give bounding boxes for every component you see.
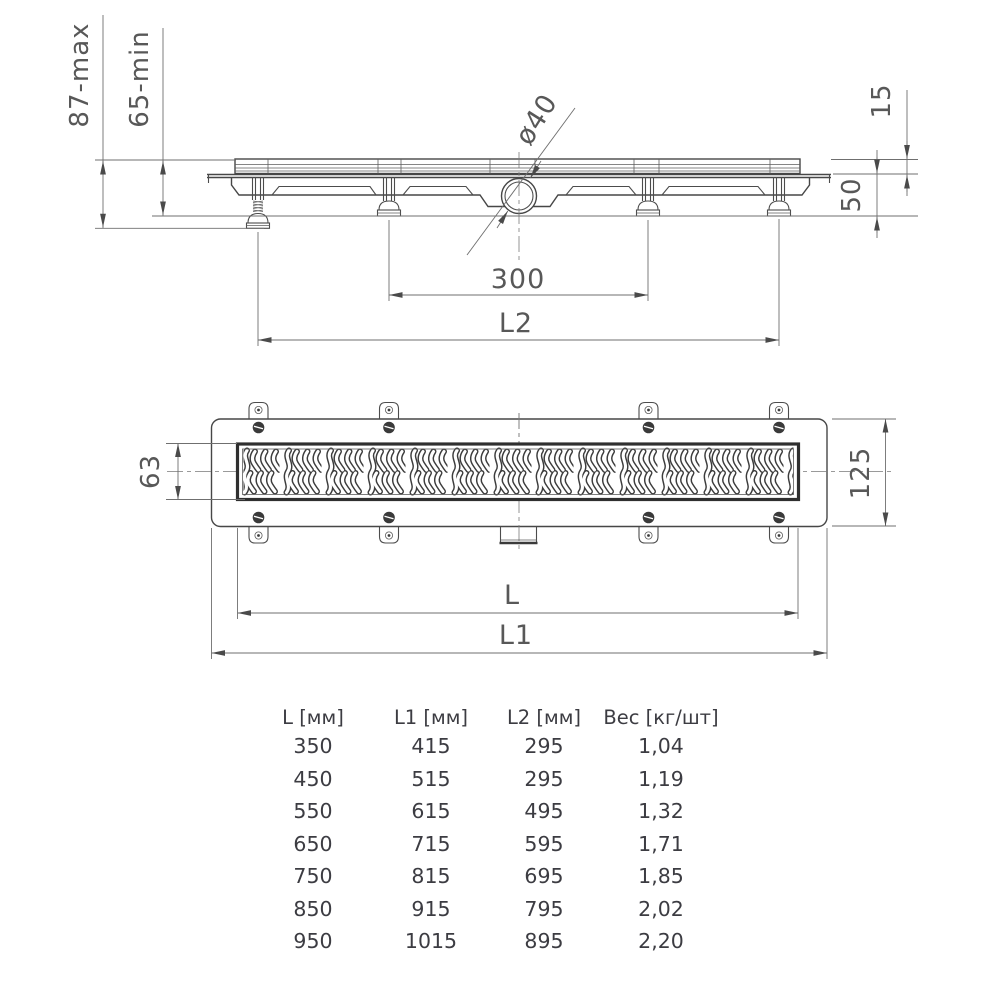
size-table-row bbox=[250, 893, 720, 926]
size-table-row bbox=[250, 730, 720, 763]
dim-install-depth bbox=[837, 150, 877, 238]
size-table-cell: 595 bbox=[524, 831, 564, 856]
col-header-l1: L1 [мм] bbox=[393, 705, 469, 729]
dim-outlet-diameter bbox=[467, 88, 575, 255]
dim-label-outlet-span: 300 bbox=[490, 264, 546, 295]
col-header-weight: Вес [кг/шт] bbox=[603, 705, 719, 729]
size-table-cell: 750 bbox=[293, 864, 333, 889]
size-table-cell: 495 bbox=[524, 799, 564, 824]
size-table-header-row bbox=[250, 704, 720, 730]
grate bbox=[238, 444, 799, 500]
dim-label-body-width: 125 bbox=[846, 446, 876, 500]
dim-label-l2: L2 bbox=[498, 308, 534, 339]
col-header-l: L [мм] bbox=[282, 705, 344, 729]
dim-label-body-length: L1 bbox=[498, 620, 534, 651]
size-table-cell: 295 bbox=[524, 766, 564, 791]
size-table-row bbox=[250, 860, 720, 893]
dim-label-grate-width: 63 bbox=[136, 453, 166, 490]
dim-height-max bbox=[65, 15, 264, 228]
size-table-cell: 895 bbox=[524, 929, 564, 954]
size-table-cell: 1,04 bbox=[638, 734, 684, 759]
size-table-cell: 695 bbox=[524, 864, 564, 889]
dim-label-grate-length: L bbox=[503, 580, 521, 611]
side-feet-retracted bbox=[378, 178, 791, 217]
dim-label-height-max: 87-max bbox=[65, 22, 95, 128]
size-table-cell: 350 bbox=[293, 734, 333, 759]
size-table-cell: 915 bbox=[411, 896, 451, 921]
size-table-cell: 1,19 bbox=[638, 766, 684, 791]
size-table-cell: 1015 bbox=[404, 929, 458, 954]
size-table-cell: 415 bbox=[411, 734, 451, 759]
size-table-row bbox=[250, 925, 720, 958]
size-table-cell: 1,32 bbox=[638, 799, 684, 824]
size-table-cell: 550 bbox=[293, 799, 333, 824]
size-table-row bbox=[250, 763, 720, 796]
dim-outlet-span bbox=[389, 220, 648, 301]
side-view bbox=[65, 15, 918, 346]
size-table-cell: 1,71 bbox=[638, 831, 684, 856]
size-table-cell: 515 bbox=[411, 766, 451, 791]
size-table-cell: 815 bbox=[411, 864, 451, 889]
size-table-cell: 715 bbox=[411, 831, 451, 856]
size-table-cell: 295 bbox=[524, 734, 564, 759]
side-foot-extended bbox=[247, 178, 270, 229]
col-header-l2: L2 [мм] bbox=[506, 705, 582, 729]
plan-view bbox=[136, 403, 896, 660]
size-table-cell: 615 bbox=[411, 799, 451, 824]
size-table bbox=[250, 704, 720, 958]
size-table-cell: 650 bbox=[293, 831, 333, 856]
dim-grate-length bbox=[238, 528, 799, 619]
size-table-cell: 450 bbox=[293, 766, 333, 791]
size-table-row bbox=[250, 828, 720, 861]
size-table-cell: 1,85 bbox=[638, 864, 684, 889]
size-table-row bbox=[250, 795, 720, 828]
size-table-cell: 2,20 bbox=[638, 929, 684, 954]
size-table-cell: 795 bbox=[524, 896, 564, 921]
size-table-cell: 950 bbox=[293, 929, 333, 954]
dim-label-edge-height: 15 bbox=[867, 83, 897, 119]
outlet-stub bbox=[500, 527, 538, 544]
side-outlet-circle bbox=[502, 152, 537, 262]
dim-body-width bbox=[832, 419, 896, 526]
side-grate-edge bbox=[235, 159, 800, 174]
dim-label-outlet-diameter: ø40 bbox=[509, 88, 565, 151]
dim-label-height-min: 65-min bbox=[125, 30, 155, 128]
size-table-cell: 2,02 bbox=[638, 896, 684, 921]
dim-label-install-depth: 50 bbox=[837, 177, 867, 213]
size-table-cell: 850 bbox=[293, 896, 333, 921]
